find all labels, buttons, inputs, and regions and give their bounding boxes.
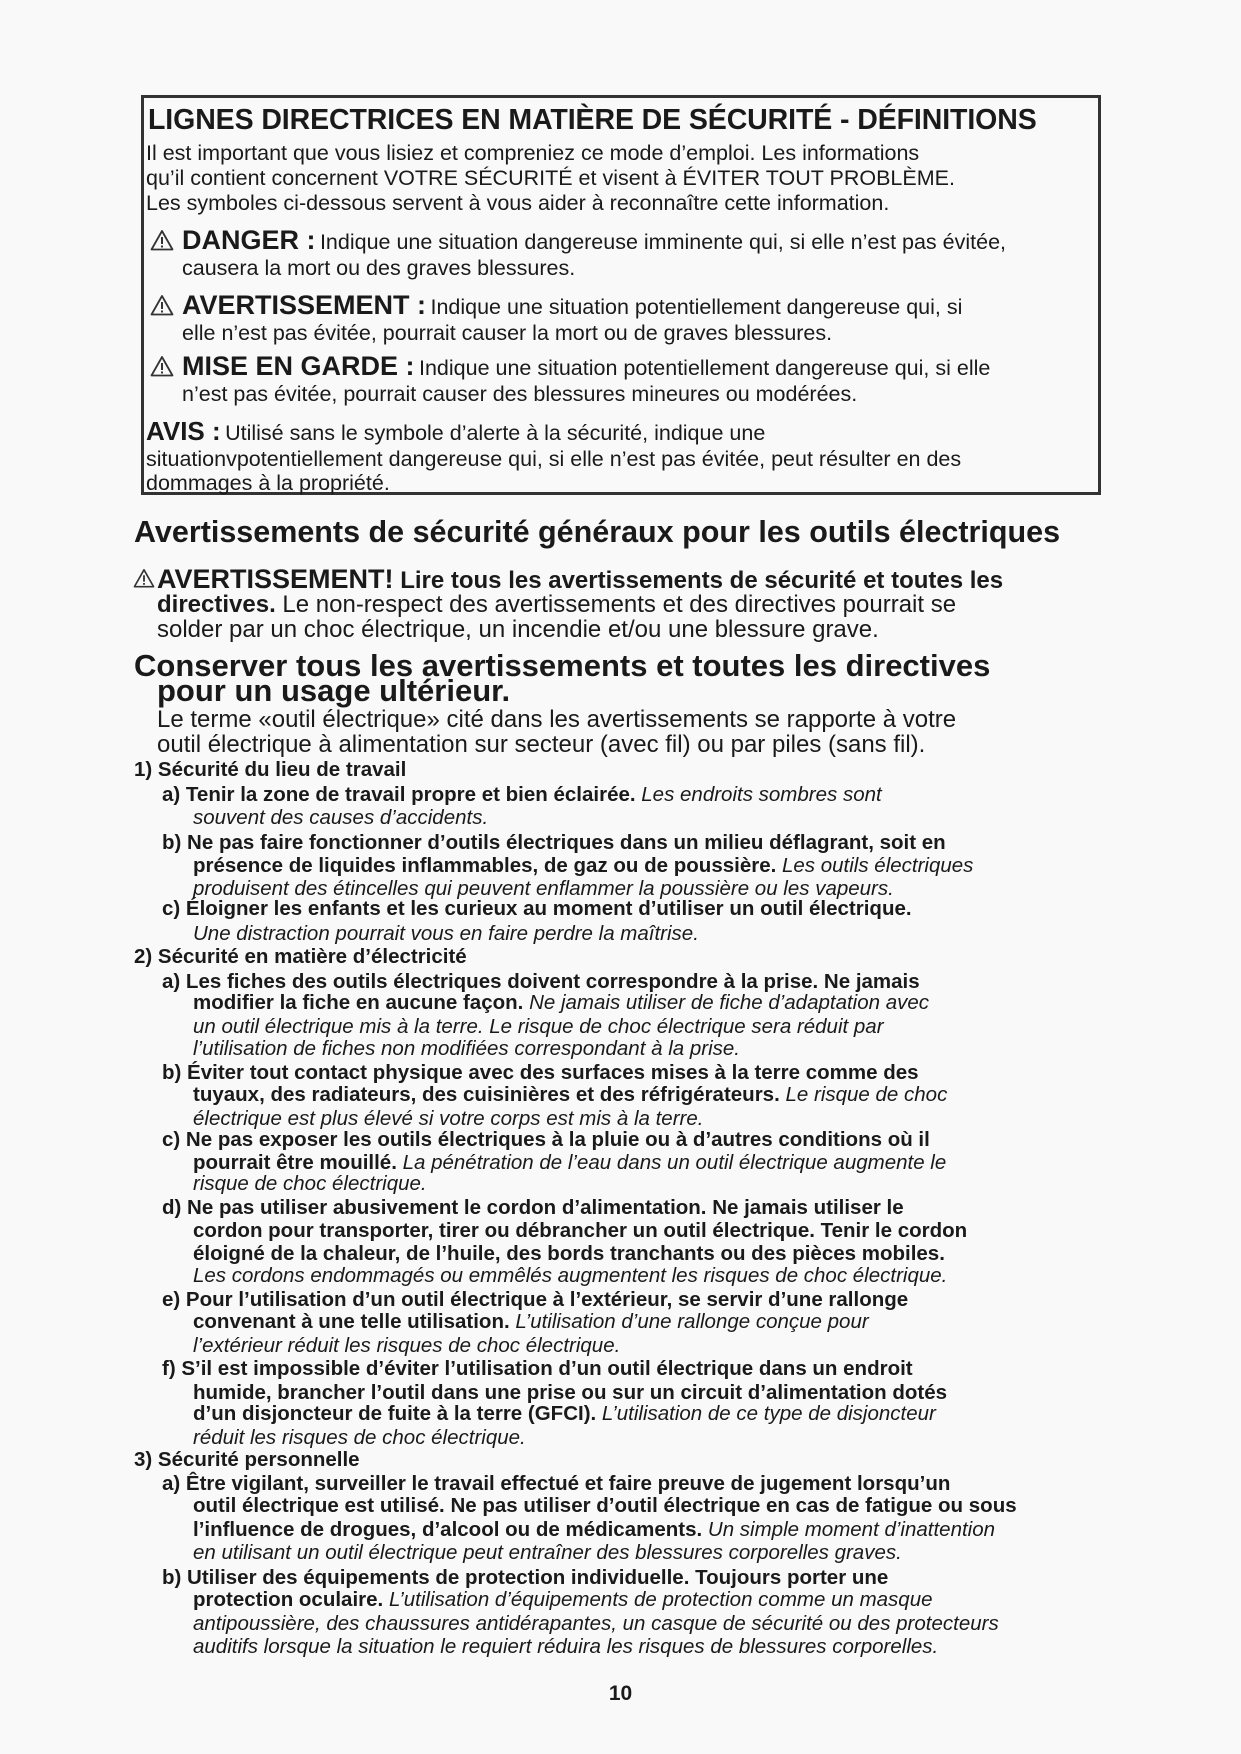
s2-a-bold: a) Les fiches des outils électriques doivent correspondre à la prise. Ne jamais bbox=[162, 970, 920, 993]
s2-e-italic: L’utilisation d’une rallonge conçue pour bbox=[515, 1310, 869, 1333]
s2-d-bold3: éloigné de la chaleur, de l’huile, des bords tranchants ou des pièces mobiles. bbox=[193, 1242, 945, 1265]
general-warning-bold: Lire tous les avertissements de sécurité et toutes les bbox=[400, 567, 1004, 594]
avertissement-text: Indique une situation potentiellement dangereuse qui, si bbox=[430, 295, 963, 319]
intro-line: Les symboles ci-dessous servent à vous aider à reconnaître cette information. bbox=[146, 191, 890, 215]
conserve-text-cont: outil électrique à alimentation sur secteur (avec fil) ou par piles (sans fil). bbox=[157, 731, 926, 758]
s2-f-bold3: d’un disjoncteur de fuite à la terre (GFCI). bbox=[193, 1402, 597, 1425]
s2-c-bold2: pourrait être mouillé. bbox=[193, 1151, 397, 1174]
s1-a-italic: Les endroits sombres sont bbox=[641, 783, 882, 806]
avis-text-cont: situationvpotentiellement dangereuse qui, si elle n’est pas évitée, peut résulter en des bbox=[146, 447, 962, 471]
s2-d-italic: Les cordons endommagés ou emmêlés augmentent les risques de choc électrique. bbox=[193, 1264, 948, 1287]
general-warnings-heading: Avertissements de sécurité généraux pour les outils électriques bbox=[134, 515, 1061, 549]
intro-line: Il est important que vous lisiez et compreniez ce mode d’emploi. Les informations bbox=[146, 141, 920, 165]
s2-b-italic: Le risque de choc bbox=[785, 1083, 948, 1106]
s3-a-bold3: l’influence de drogues, d’alcool ou de médicaments. bbox=[193, 1518, 703, 1541]
s2-b-bold: b) Éviter tout contact physique avec des surfaces mises à la terre comme des bbox=[162, 1061, 919, 1084]
mise-en-garde-label: MISE EN GARDE : bbox=[182, 351, 415, 381]
s2-a-italic: Ne jamais utiliser de fiche d’adaptation avec bbox=[529, 991, 930, 1014]
avertissement-text-cont: elle n’est pas évitée, pourrait causer la mort ou de graves blessures. bbox=[182, 321, 833, 345]
s3-a-bold2: outil électrique est utilisé. Ne pas utiliser d’outil électrique en cas de fatigue ou sous bbox=[193, 1494, 1017, 1517]
s2-b-italic-cont: électrique est plus élevé si votre corps est mis à la terre. bbox=[193, 1107, 704, 1130]
mise-en-garde-text: Indique une situation potentiellement dangereuse qui, si elle bbox=[418, 356, 991, 380]
avis-text-cont: dommages à la propriété. bbox=[146, 471, 390, 495]
warning-triangle-icon bbox=[150, 229, 174, 251]
s2-f-italic: L’utilisation de ce type de disjoncteur bbox=[601, 1402, 936, 1425]
s1-b-bold2: présence de liquides inflammables, de gaz ou de poussière. bbox=[193, 854, 777, 877]
s2-c-bold: c) Ne pas exposer les outils électriques à la pluie ou à d’autres conditions où il bbox=[162, 1128, 930, 1151]
warning-triangle-icon bbox=[133, 568, 155, 590]
s3-a-bold: a) Être vigilant, surveiller le travail effectué et faire preuve de jugement lorsqu’un bbox=[162, 1472, 951, 1495]
s2-e-bold2: convenant à une telle utilisation. bbox=[193, 1310, 510, 1333]
s2-f-bold: f) S’il est impossible d’éviter l’utilisation d’un outil électrique dans un endroit bbox=[162, 1357, 913, 1380]
s1-item-b bbox=[193, 854, 973, 878]
avis-definition bbox=[146, 416, 765, 447]
conserve-text: Le terme «outil électrique» cité dans les avertissements se rapporte à votre bbox=[157, 706, 957, 733]
s1-c-bold: c) Éloigner les enfants et les curieux au moment d’utiliser un outil électrique. bbox=[162, 897, 912, 920]
general-warning-text3: solder par un choc électrique, un incendie et/ou une blessure grave. bbox=[157, 616, 879, 643]
s1-b-italic-cont: produisent des étincelles qui peuvent enflammer la poussière ou les vapeurs. bbox=[193, 877, 894, 900]
avis-text: Utilisé sans le symbole d’alerte à la sécurité, indique une bbox=[225, 421, 766, 445]
s2-a-italic-cont: l’utilisation de fiches non modifiées correspondant à la prise. bbox=[193, 1037, 740, 1060]
s2-c-italic: La pénétration de l’eau dans un outil électrique augmente le bbox=[402, 1151, 947, 1174]
danger-text: Indique une situation dangereuse imminente qui, si elle n’est pas évitée, bbox=[319, 230, 1007, 254]
warning-triangle-icon bbox=[150, 355, 174, 377]
avis-label: AVIS : bbox=[146, 416, 221, 446]
general-warning-text2: Le non-respect des avertissements et des directives pourrait se bbox=[282, 591, 957, 618]
s2-item-a bbox=[193, 991, 929, 1015]
s2-c-italic-cont: risque de choc électrique. bbox=[193, 1172, 427, 1195]
intro-line: qu’il contient concernent VOTRE SÉCURITÉ et visent à ÉVITER TOUT PROBLÈME. bbox=[146, 166, 955, 190]
section-1-title: 1) Sécurité du lieu de travail bbox=[134, 758, 407, 781]
s3-b-italic-cont: auditifs lorsque la situation le requiert réduira les risques de blessures corporelles. bbox=[193, 1635, 939, 1658]
s1-a-bold: a) Tenir la zone de travail propre et bien éclairée. bbox=[162, 783, 636, 806]
s2-item-b bbox=[193, 1083, 947, 1107]
danger-definition bbox=[150, 225, 1006, 256]
s2-f-italic-cont: réduit les risques de choc électrique. bbox=[193, 1426, 526, 1449]
conserve-heading-cont: pour un usage ultérieur. bbox=[157, 673, 511, 708]
s1-b-bold: b) Ne pas faire fonctionner d’outils électriques dans un milieu déflagrant, soit en bbox=[162, 831, 946, 854]
general-warning-line2 bbox=[157, 591, 956, 619]
s3-b-italic: L’utilisation d’équipements de protection comme un masque bbox=[388, 1588, 933, 1611]
s3-item-a bbox=[193, 1518, 995, 1542]
conserve-heading: Conserver tous les avertissements et toutes les directives bbox=[134, 648, 991, 683]
mise-en-garde-text-cont: n’est pas évitée, pourrait causer des blessures mineures ou modérées. bbox=[182, 382, 858, 406]
s3-b-bold2: protection oculaire. bbox=[193, 1588, 384, 1611]
s3-a-italic-cont: en utilisant un outil électrique peut entraîner des blessures corporelles graves. bbox=[193, 1541, 902, 1564]
s1-a-italic-cont: souvent des causes d’accidents. bbox=[193, 806, 489, 829]
warning-triangle-icon bbox=[150, 294, 174, 316]
s3-a-italic: Un simple moment d’inattention bbox=[707, 1518, 996, 1541]
s2-d-bold2: cordon pour transporter, tirer ou débrancher un outil électrique. Tenir le cordon bbox=[193, 1219, 968, 1242]
danger-text-cont: causera la mort ou des graves blessures. bbox=[182, 256, 576, 280]
s1-item-a bbox=[162, 783, 882, 807]
s3-b-bold: b) Utiliser des équipements de protection individuelle. Toujours porter une bbox=[162, 1566, 889, 1589]
s2-b-bold2: tuyaux, des radiateurs, des cuisinières et des réfrigérateurs. bbox=[193, 1083, 780, 1106]
s2-f-bold2: humide, brancher l’outil dans une prise ou sur un circuit d’alimentation dotés bbox=[193, 1381, 948, 1404]
mise-en-garde-definition bbox=[150, 351, 990, 382]
definitions-title: LIGNES DIRECTRICES EN MATIÈRE DE SÉCURITÉ - DÉFINITIONS bbox=[148, 104, 1037, 136]
s2-e-bold: e) Pour l’utilisation d’un outil électrique à l’extérieur, se servir d’une rallonge bbox=[162, 1288, 909, 1311]
s2-item-f bbox=[193, 1402, 936, 1426]
avertissement-label: AVERTISSEMENT : bbox=[182, 290, 427, 320]
s2-a-bold2: modifier la fiche en aucune façon. bbox=[193, 991, 524, 1014]
section-3-title: 3) Sécurité personnelle bbox=[134, 1448, 360, 1471]
general-warning-bold2: directives. bbox=[157, 591, 276, 618]
s1-b-italic: Les outils électriques bbox=[782, 854, 974, 877]
s2-item-e bbox=[193, 1310, 869, 1334]
s3-b-italic-cont: antipoussière, des chaussures antidérapantes, un casque de sécurité ou des protecteurs bbox=[193, 1612, 999, 1635]
s2-a-italic-cont: un outil électrique mis à la terre. Le risque de choc électrique sera réduit par bbox=[193, 1015, 884, 1038]
danger-label: DANGER : bbox=[182, 225, 316, 255]
s1-c-italic: Une distraction pourrait vous en faire perdre la maîtrise. bbox=[193, 922, 699, 945]
avertissement-definition bbox=[150, 290, 962, 321]
section-2-title: 2) Sécurité en matière d’électricité bbox=[134, 945, 467, 968]
page-number: 10 bbox=[608, 1682, 633, 1705]
s2-e-italic-cont: l’extérieur réduit les risques de choc électrique. bbox=[193, 1334, 621, 1357]
s2-d-bold: d) Ne pas utiliser abusivement le cordon d’alimentation. Ne jamais utiliser le bbox=[162, 1196, 904, 1219]
general-warning-label: AVERTISSEMENT! bbox=[157, 564, 394, 594]
s3-item-b bbox=[193, 1588, 933, 1612]
